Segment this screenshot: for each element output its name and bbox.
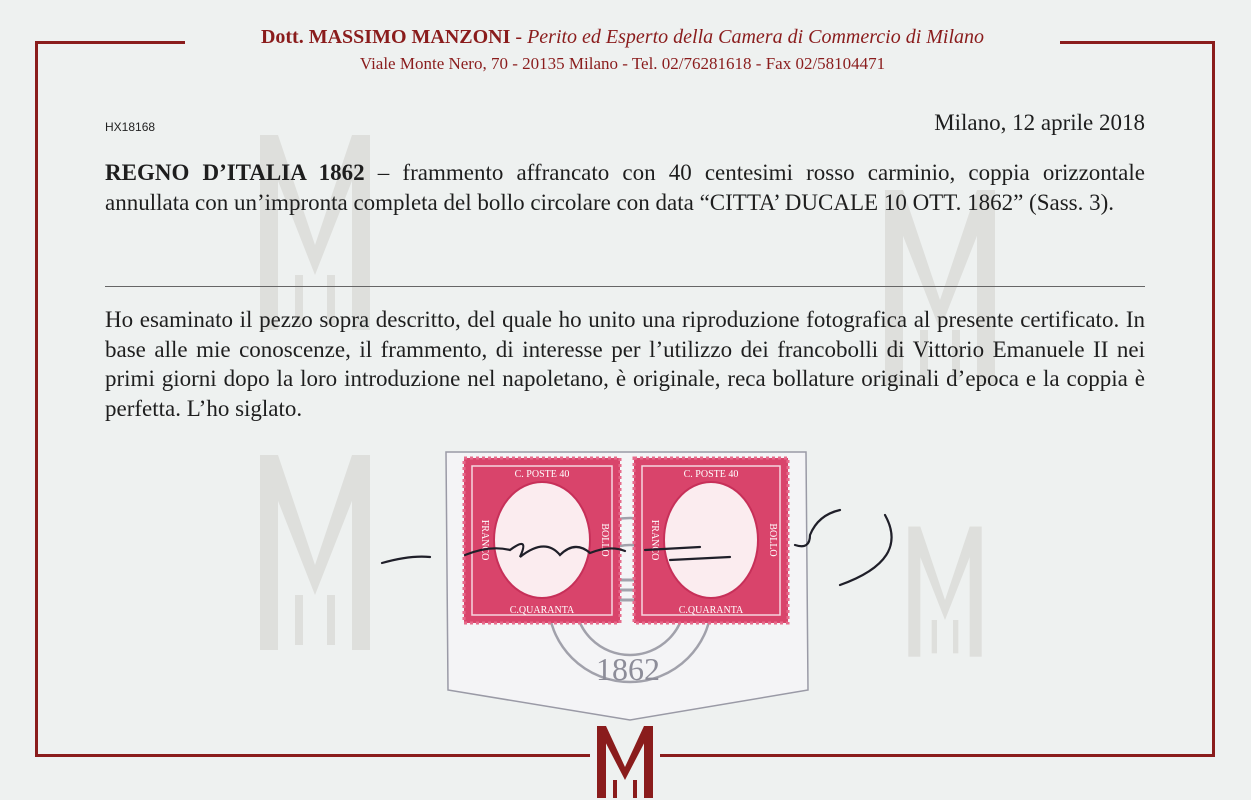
certificate-date: Milano, 12 aprile 2018 xyxy=(934,110,1145,135)
postmark-year: 1862 xyxy=(596,651,660,687)
logo-monogram-icon xyxy=(591,722,659,800)
expert-name: Dott. MASSIMO MANZONI xyxy=(260,26,511,48)
expert-title: Perito ed Esperto della Camera di Commercio di Milano xyxy=(527,26,985,48)
certificate-heading: REGNO D’ITALIA 1862 xyxy=(105,160,365,185)
frame-top-right xyxy=(1060,41,1215,44)
stamp-right-text: BOLLO xyxy=(767,523,778,557)
stamp-right-text: BOLLO xyxy=(599,523,610,557)
stamp-bottom-text: C.QUARANTA xyxy=(509,605,575,616)
certificate-reference: HX18168 xyxy=(105,120,156,134)
watermark-monogram-icon xyxy=(905,520,985,660)
stamp-bottom-text: C.QUARANTA xyxy=(678,605,744,616)
divider xyxy=(105,286,1145,287)
certificate-opinion: Ho esaminato il pezzo sopra descritto, del quale ho unito una riproduzione fotografica al presente certificato. In base alle mie conoscenze, il frammento, di interesse per l’utilizzo dei francobolli di Vittorio Emanuele II nei primi giorni dopo la loro introduzione nel napoletano, è originale, reca bollature originali d’epoca e la coppia è perfetta. L’ho siglato. xyxy=(105,307,1145,421)
stamp-top-text: C. POSTE 40 xyxy=(514,469,570,480)
stamp-left-text: FRANCO xyxy=(649,519,660,561)
frame-bottom-right xyxy=(660,754,1215,757)
stamp-left-text: FRANCO xyxy=(479,519,490,561)
frame-right xyxy=(1212,41,1215,757)
frame-bottom-left xyxy=(35,754,590,757)
frame-left xyxy=(35,41,38,757)
certificate-description xyxy=(105,158,1145,217)
stamp-top-text: C. POSTE 40 xyxy=(683,469,739,480)
description-text: – frammento affrancato con 40 centesimi rosso carminio, coppia orizzontale annullata con un’impronta completa del bollo circolare con data “CITTA’ DUCALE 10 OTT. 1862” (Sass. 3). xyxy=(105,160,1145,215)
watermark-monogram-icon xyxy=(255,445,375,655)
header-line xyxy=(185,26,1060,49)
frame-top-left xyxy=(35,41,185,44)
watermark-monogram-icon xyxy=(255,125,375,335)
signature-icon xyxy=(370,505,910,595)
expert-address: Viale Monte Nero, 70 - 20135 Milano - Tel. 02/76281618 - Fax 02/58104471 xyxy=(359,54,886,73)
header-separator: - xyxy=(510,26,528,48)
